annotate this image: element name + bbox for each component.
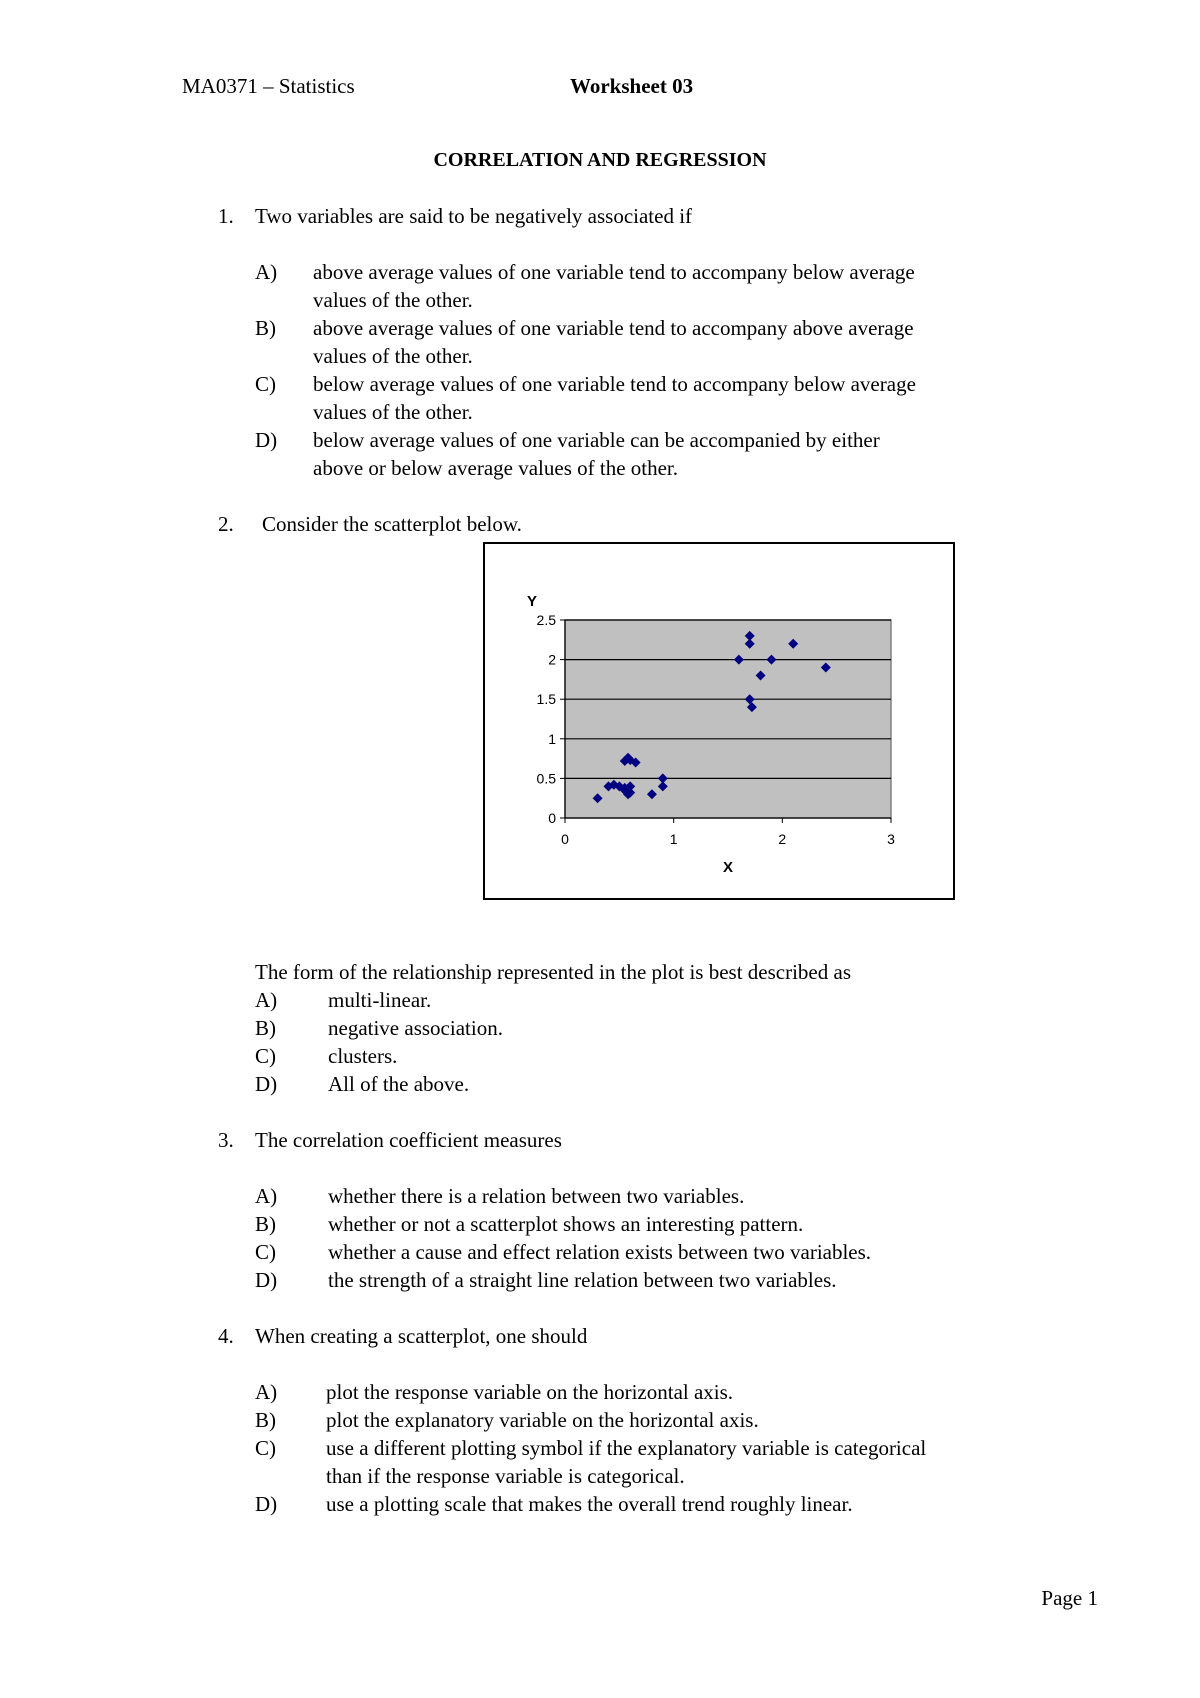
q2-option-b-text: negative association. [328, 1016, 503, 1040]
q3-option-b-label: B) [255, 1212, 276, 1236]
q3-option-d-text: the strength of a straight line relation between two variables. [328, 1268, 837, 1292]
question-1-number: 1. [218, 204, 234, 228]
q2-option-d-text: All of the above. [328, 1072, 470, 1096]
q1-option-b-line2: values of the other. [313, 344, 473, 368]
question-2-number: 2. [218, 512, 234, 536]
q1-option-a-label: A) [255, 260, 278, 284]
course-code: MA0371 – Statistics [182, 74, 355, 98]
x-tick-label: 1 [669, 831, 678, 847]
y-tick-label: 0 [548, 810, 556, 826]
x-tick-label: 3 [887, 831, 895, 847]
page-title: CORRELATION AND REGRESSION [433, 149, 767, 171]
q4-option-a-label: A) [255, 1380, 278, 1404]
q4-option-c-line2: than if the response variable is categorical. [326, 1464, 685, 1488]
q3-option-b-text: whether or not a scatterplot shows an interesting pattern. [328, 1212, 804, 1236]
question-2-text: Consider the scatterplot below. [262, 512, 522, 536]
q2-option-c-label: C) [255, 1044, 276, 1068]
y-tick-label: 0.5 [536, 770, 556, 787]
question-4-text: When creating a scatterplot, one should [255, 1324, 588, 1348]
x-axis-label: X [722, 859, 734, 876]
q1-option-a-line2: values of the other. [313, 288, 473, 312]
q1-option-c-line1: below average values of one variable tend to accompany below average [313, 372, 916, 396]
q1-option-b-label: B) [255, 316, 276, 340]
y-tick-label: 1.5 [536, 691, 556, 708]
q1-option-c-line2: values of the other. [313, 400, 473, 424]
q4-option-a-text: plot the response variable on the horizontal axis. [326, 1380, 734, 1404]
y-tick-label: 2.5 [536, 612, 556, 628]
q2-option-a-label: A) [255, 988, 278, 1012]
question-3-number: 3. [218, 1128, 234, 1152]
y-tick-label: 2 [548, 651, 556, 668]
q4-option-c-line1: use a different plotting symbol if the explanatory variable is categorical [326, 1436, 927, 1460]
question-3-text: The correlation coefficient measures [255, 1128, 562, 1152]
q3-option-c-label: C) [255, 1240, 276, 1264]
q1-option-c-label: C) [255, 372, 276, 396]
q4-option-b-label: B) [255, 1408, 276, 1432]
question-2-prompt: The form of the relationship represented in the plot is best described as [255, 960, 851, 984]
q4-option-b-text: plot the explanatory variable on the horizontal axis. [326, 1408, 759, 1432]
y-tick-label: 1 [548, 730, 556, 747]
q3-option-a-text: whether there is a relation between two variables. [328, 1184, 745, 1208]
q1-option-d-label: D) [255, 428, 278, 452]
q1-option-a-line1: above average values of one variable tend to accompany below average [313, 260, 915, 284]
q4-option-d-text: use a plotting scale that makes the overall trend roughly linear. [326, 1492, 853, 1516]
x-tick-label: 2 [778, 831, 787, 847]
q2-option-d-label: D) [255, 1072, 278, 1096]
q1-option-d-line2: above or below average values of the other. [313, 456, 679, 480]
q4-option-d-label: D) [255, 1492, 278, 1516]
q3-option-c-text: whether a cause and effect relation exists between two variables. [328, 1240, 872, 1264]
q1-option-d-line1: below average values of one variable can be accompanied by either [313, 428, 880, 452]
y-axis-label: Y [527, 593, 538, 610]
q2-option-b-label: B) [255, 1016, 276, 1040]
x-tick-label: 0 [561, 831, 569, 847]
worksheet-title: Worksheet 03 [570, 74, 694, 98]
q3-option-a-label: A) [255, 1184, 278, 1208]
question-4-number: 4. [218, 1324, 234, 1348]
scatterplot-svg [485, 544, 953, 898]
question-1-text: Two variables are said to be negatively associated if [255, 204, 693, 228]
page-number: Page 1 [1041, 1586, 1098, 1610]
q4-option-c-label: C) [255, 1436, 276, 1460]
q3-option-d-label: D) [255, 1268, 278, 1292]
q2-option-c-text: clusters. [328, 1044, 398, 1068]
q1-option-b-line1: above average values of one variable tend to accompany above average [313, 316, 914, 340]
scatterplot-chart [483, 542, 955, 900]
q2-option-a-text: multi-linear. [328, 988, 432, 1012]
